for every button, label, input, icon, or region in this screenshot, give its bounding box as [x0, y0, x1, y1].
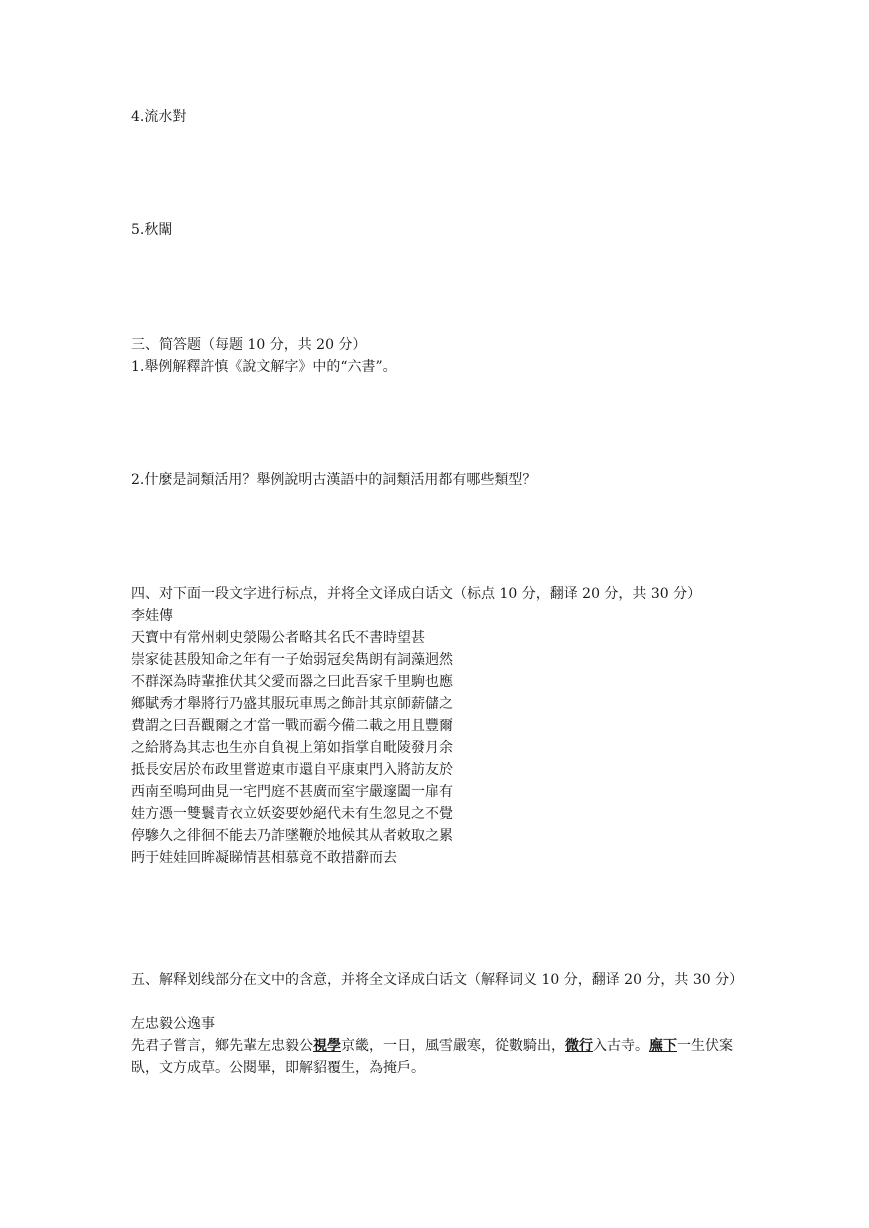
section-4-passage	[131, 627, 491, 869]
underlined-term-weixing: 微行	[565, 1038, 593, 1054]
section-3-heading: 三、简答题（每题 10 分，共 20 分）	[131, 337, 367, 353]
passage-text: 入古寺。	[593, 1038, 649, 1054]
passage-line: 西南至鳴珂曲見一宅門庭不甚廣而室宇嚴邃闔一扉有	[131, 784, 453, 800]
passage-text: 先君子嘗言，鄉先輩左忠毅公	[131, 1038, 313, 1054]
passage-line: 之給將為其志也生亦自負視上第如指掌自毗陵發月余	[131, 740, 453, 756]
underlined-term-wuxia: 廡下	[649, 1038, 677, 1054]
passage-line: 崇家徒甚殷知命之年有一子始弱冠矣雋朗有詞藻迥然	[131, 652, 453, 668]
passage-line: 天寶中有常州刺史滎陽公者略其名氏不書時望甚	[131, 630, 425, 646]
question-5: 5.秋闈	[131, 222, 173, 238]
section-3-question-2: 2.什麼是詞類活用？舉例說明古漢語中的詞類活用都有哪些類型？	[131, 472, 537, 488]
section-3-question-1: 1.舉例解釋許慎《說文解字》中的“六書”。	[131, 359, 397, 375]
passage-line: 不群深為時輩推伏其父愛而器之曰此吾家千里駒也應	[131, 674, 453, 690]
section-5-heading: 五、解释划线部分在文中的含意，并将全文译成白话文（解释词义 10 分，翻译 20 分，共 30 分）	[131, 972, 744, 988]
section-5-passage	[131, 1035, 741, 1079]
underlined-term-shixue: 視學	[313, 1038, 341, 1054]
passage-line: 費謂之曰吾觀爾之才當一戰而霸今備二載之用且豐爾	[131, 718, 453, 734]
section-4-heading: 四、对下面一段文字进行标点，并将全文译成白话文（标点 10 分，翻译 20 分，共 30 分）	[131, 586, 702, 602]
question-4: 4.流水對	[131, 109, 187, 125]
passage-line: 娃方憑一雙鬟青衣立妖姿要妙絕代未有生忽見之不覺	[131, 806, 453, 822]
passage-text: 一生伏案臥，文方成草。公閱畢，即解貂覆生，為掩戶。	[131, 1038, 733, 1076]
passage-line: 停驂久之徘徊不能去乃詐墜鞭於地候其从者敕取之累	[131, 828, 453, 844]
passage-line: 抵長安居於布政里嘗遊東市還自平康東門入將訪友於	[131, 762, 453, 778]
section-4-title: 李娃傳	[131, 608, 173, 624]
passage-text: 京畿，一日，風雪嚴寒，從數騎出，	[341, 1038, 565, 1054]
passage-line: 眄于娃娃回眸凝睇情甚相慕竟不敢措辭而去	[131, 850, 397, 866]
section-5-title: 左忠毅公逸事	[131, 1016, 215, 1032]
passage-line: 鄉賦秀才舉將行乃盛其服玩車馬之飾計其京師薪儲之	[131, 696, 453, 712]
